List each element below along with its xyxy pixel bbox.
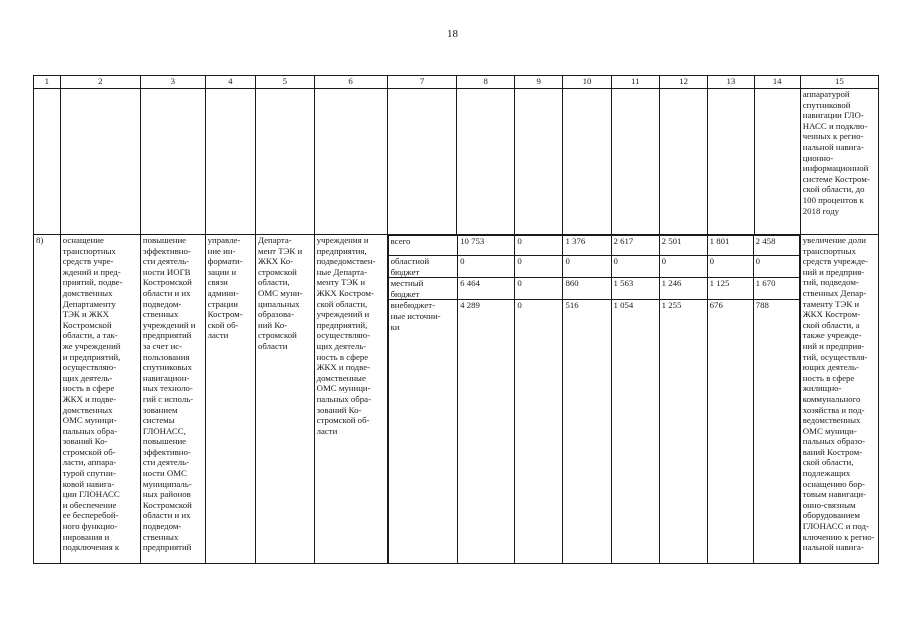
funding-block	[387, 235, 800, 564]
continuation-row	[34, 89, 879, 235]
funding-value: 1 125	[707, 278, 753, 300]
column-number: 14	[754, 76, 800, 89]
funding-value: 1 563	[611, 278, 659, 300]
page-number: 18	[447, 28, 458, 40]
funding-value: 2 501	[659, 236, 707, 256]
funding-value: 1 246	[659, 278, 707, 300]
funding-value: 1 054	[611, 300, 659, 563]
column-number: 2	[60, 76, 140, 89]
funding-value: 1 801	[707, 236, 753, 256]
column-number: 6	[314, 76, 387, 89]
funding-source-label: всего	[388, 236, 458, 256]
column-number: 5	[256, 76, 315, 89]
funding-value: 0	[659, 256, 707, 278]
funding-value: 2 458	[753, 236, 799, 256]
funding-value: 0	[458, 256, 515, 278]
funding-value: 0	[515, 278, 563, 300]
funding-value: 1 376	[563, 236, 611, 256]
column-number: 15	[800, 76, 878, 89]
funding-value: 10 753	[458, 236, 515, 256]
column-number: 7	[387, 76, 457, 89]
funding-value: 788	[753, 300, 799, 563]
measure-text: оснащение транспортных средств учре- ждений и пред- приятий, подве- домственных Департаменту ТЭК и ЖКХ Костромской области, а так- же учреждений и предприятий, осуществляю- щих деятель- ность в сфере ЖКХ и подве- домственных ОМС муници- пальных обра- зований Ко- стромской об- ласти, аппара- турой спутни- ковой навига- ции ГЛОНАСС и обеспечение ее бесперебой- ного функцио- нирования и подключения к	[60, 235, 140, 564]
row-number: 8)	[34, 235, 61, 564]
funding-value: 4 289	[458, 300, 515, 563]
column-number: 10	[563, 76, 611, 89]
funding-table	[388, 235, 800, 563]
table-row	[34, 235, 879, 564]
column-number: 3	[140, 76, 205, 89]
funding-value: 516	[563, 300, 611, 563]
funding-source-label: внебюджет- ные источни- ки	[388, 300, 458, 563]
funding-row-extrabudget	[388, 300, 799, 563]
goal-text: повышение эффективно- сти деятель- ности ИОГВ Костромской области и их подведом- ственных учреждений и предприятий за счет ис- пользования спутниковых навигацион- ных техноло- гий с исполь- зованием системы ГЛОНАСС, повышение эффективно- сти деятель- ности ОМС муниципаль- ных районов Костромской области и их подведом- ственных предприятий	[140, 235, 205, 564]
continuation-indicator-text: аппаратурой спутниковой навигации ГЛО- НАСС и подклю- ченных к регио- нальной навига- ционно- информационной системе Костром- ской области, до 100 процентов к 2018 году	[800, 89, 878, 235]
funding-row-total	[388, 236, 799, 256]
funding-value: 0	[611, 256, 659, 278]
funding-value: 0	[515, 256, 563, 278]
indicator-text: увеличение доли транспортных средств учрежде- ний и предприя- тий, подведом- ственных Депар- таменту ТЭК и ЖКХ Костром- ской области, а также учрежде- ний и предприя- тий, осуществля- ющих деятель- ность в сфере жилищно- коммунального хозяйства и под- ведомственных ОМС муници- пальных образо- ваний Костром- ской области, подлежащих оснащению бор- товым навигаци- онно-связным оборудованием ГЛОНАСС и под- ключению к регио- нальной навига-	[800, 235, 878, 564]
funding-value: 0	[515, 300, 563, 563]
funding-source-label: областной бюджет	[388, 256, 458, 278]
funding-value: 2 617	[611, 236, 659, 256]
column-number: 1	[34, 76, 61, 89]
column-number-row	[34, 76, 879, 89]
column-number: 9	[515, 76, 563, 89]
column-number: 4	[205, 76, 255, 89]
funding-value: 0	[753, 256, 799, 278]
program-table	[33, 75, 879, 564]
funding-value: 1 255	[659, 300, 707, 563]
coexecutors-text: Департа- мент ТЭК и ЖКХ Ко- стромской области, ОМС муни- ципальных образова- ний Ко- стромской области	[256, 235, 315, 564]
funding-value: 0	[515, 236, 563, 256]
funding-row-regional	[388, 256, 799, 278]
funding-source-label: местный бюджет	[388, 278, 458, 300]
participants-text: учреждения и предприятия, подведомствен- ные Департа- менту ТЭК и ЖКХ Костром- ской области, учреждений и предприятий, осуществляю- щих деятель- ность в сфере ЖКХ и подве- домственные ОМС муници- пальных обра- зований Ко- стромской об- ласти	[314, 235, 387, 564]
funding-row-local	[388, 278, 799, 300]
funding-value: 676	[707, 300, 753, 563]
funding-value: 0	[707, 256, 753, 278]
column-number: 12	[659, 76, 707, 89]
column-number: 13	[708, 76, 754, 89]
column-number: 11	[611, 76, 659, 89]
funding-value: 6 464	[458, 278, 515, 300]
column-number: 8	[457, 76, 515, 89]
funding-value: 1 670	[753, 278, 799, 300]
funding-value: 0	[563, 256, 611, 278]
funding-value: 860	[563, 278, 611, 300]
responsible-text: управле- ние ин- формати- зации и связи админи- страции Костром- ской об- ласти	[205, 235, 255, 564]
